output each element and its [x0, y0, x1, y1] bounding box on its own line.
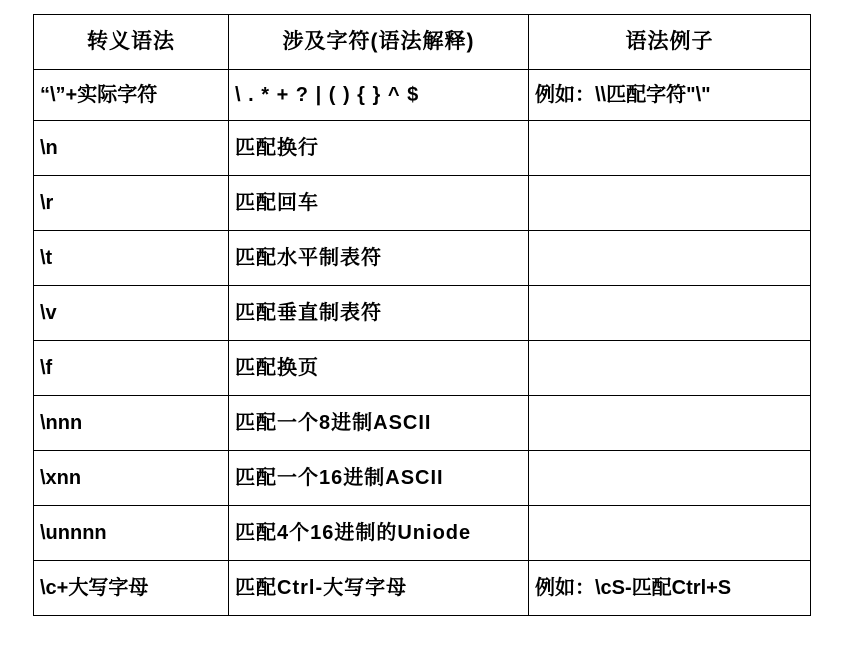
cell-escape-syntax: \c+大写字母	[34, 561, 229, 616]
cell-escape-syntax: “\”+实际字符	[34, 70, 229, 121]
cell-characters: 匹配水平制表符	[229, 231, 529, 286]
table-header	[34, 15, 811, 70]
column-header-example: 语法例子	[529, 15, 811, 70]
cell-example	[529, 451, 811, 506]
table-row	[34, 561, 811, 616]
cell-example	[529, 286, 811, 341]
cell-characters: 匹配回车	[229, 176, 529, 231]
table-body	[34, 70, 811, 616]
cell-example	[529, 231, 811, 286]
cell-example	[529, 121, 811, 176]
escape-syntax-table	[33, 14, 811, 616]
cell-escape-syntax: \nnn	[34, 396, 229, 451]
cell-characters: 匹配换行	[229, 121, 529, 176]
table-header-row	[34, 15, 811, 70]
table-row	[34, 231, 811, 286]
cell-example	[529, 176, 811, 231]
cell-example	[529, 506, 811, 561]
table-row	[34, 396, 811, 451]
cell-characters: 匹配一个8进制ASCII	[229, 396, 529, 451]
cell-characters: 匹配换页	[229, 341, 529, 396]
table-row	[34, 506, 811, 561]
document-page	[0, 14, 841, 661]
cell-characters: 匹配一个16进制ASCII	[229, 451, 529, 506]
cell-escape-syntax: \n	[34, 121, 229, 176]
cell-example: 例如：\cS-匹配Ctrl+S	[529, 561, 811, 616]
cell-example: 例如：\\匹配字符"\"	[529, 70, 811, 121]
column-header-escape-syntax: 转义语法	[34, 15, 229, 70]
cell-escape-syntax: \xnn	[34, 451, 229, 506]
table-row	[34, 451, 811, 506]
table-row	[34, 341, 811, 396]
cell-escape-syntax: \r	[34, 176, 229, 231]
cell-characters: 匹配4个16进制的Uniode	[229, 506, 529, 561]
cell-escape-syntax: \f	[34, 341, 229, 396]
cell-example	[529, 396, 811, 451]
cell-escape-syntax: \unnnn	[34, 506, 229, 561]
table-row	[34, 121, 811, 176]
table-row	[34, 176, 811, 231]
column-header-characters: 涉及字符(语法解释)	[229, 15, 529, 70]
cell-characters: 匹配Ctrl-大写字母	[229, 561, 529, 616]
cell-example	[529, 341, 811, 396]
cell-escape-syntax: \t	[34, 231, 229, 286]
cell-characters: 匹配垂直制表符	[229, 286, 529, 341]
table-row	[34, 70, 811, 121]
cell-escape-syntax: \v	[34, 286, 229, 341]
cell-characters: \ . * + ? | ( ) { } ^ $	[229, 70, 529, 121]
table-row	[34, 286, 811, 341]
